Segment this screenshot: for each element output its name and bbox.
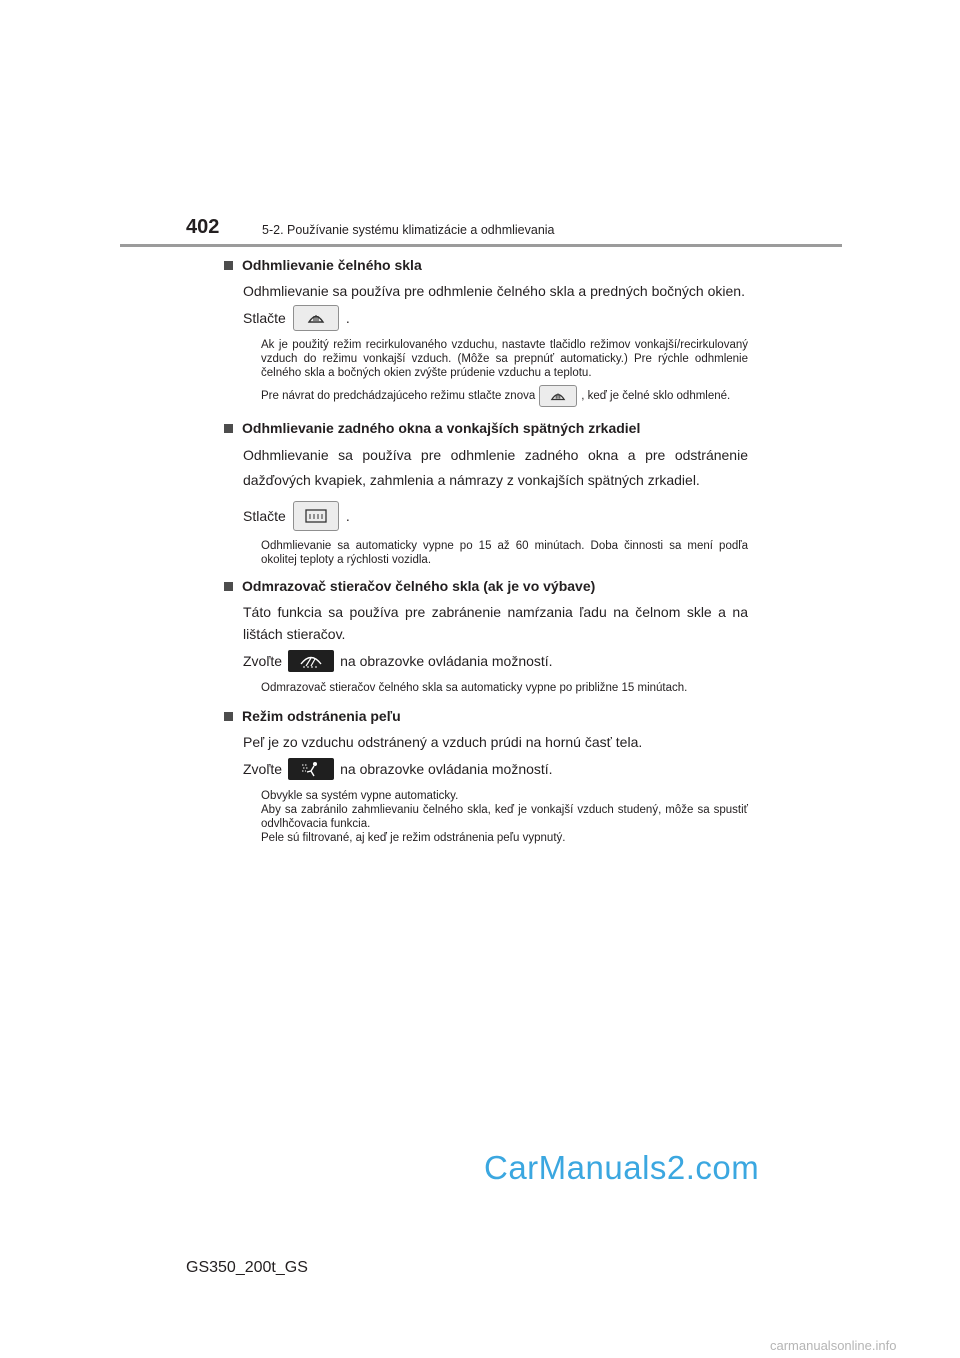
footer-model-code: GS350_200t_GS — [186, 1259, 308, 1276]
square-bullet-icon — [224, 424, 233, 433]
section-note: Odhmlievanie sa automaticky vypne po 15 až 60 minútach. Doba činnosti sa mení podľa okolitej teploty a rýchlosti vozidla. — [261, 540, 748, 566]
action-row — [243, 304, 748, 332]
wiper-deicer-icon — [288, 650, 334, 672]
section-note: Aby sa zabránilo zahmlievaniu čelného skla, keď je vonkajší vzduch studený, môže sa spustiť odvlhčovacia funkcia. — [261, 804, 748, 830]
section-note: Obvykle sa systém vypne automaticky. — [261, 790, 459, 802]
heading-text: Režim odstránenia peľu — [242, 708, 401, 724]
action-row — [243, 499, 748, 533]
heading-text: Odhmlievanie zadného okna a vonkajších spätných zrkadiel — [242, 420, 641, 436]
action-row — [243, 755, 748, 783]
rear-defogger-icon — [293, 501, 339, 531]
section-heading — [224, 575, 748, 597]
section-note-inline — [261, 385, 748, 407]
square-bullet-icon — [224, 712, 233, 721]
section-pollen-removal — [224, 705, 748, 845]
action-row — [243, 647, 748, 675]
section-paragraph: Odhmlievanie sa používa pre odhmlenie zadného okna a pre odstránenie dažďových kvapiek, zahmlenia a námrazy z vonkajších spätných zrkadiel. — [243, 447, 748, 488]
section-note: Pele sú filtrované, aj keď je režim odstránenia peľu vypnutý. — [261, 832, 566, 844]
section-paragraph: Peľ je zo vzduchu odstránený a vzduch prúdi na hornú časť tela. — [243, 734, 643, 750]
section-heading — [224, 254, 748, 276]
action-suffix: . — [345, 508, 350, 524]
section-heading — [224, 417, 748, 439]
section-paragraph: Táto funkcia sa používa pre zabránenie namŕzania ľadu na čelnom skle a na lištách stieračov. — [243, 604, 748, 642]
front-defroster-icon — [293, 305, 339, 331]
note-suffix: , keď je čelné sklo odhmlené. — [581, 390, 731, 402]
front-defroster-icon — [539, 385, 577, 407]
pollen-removal-icon — [288, 758, 334, 780]
section-front-defroster — [224, 254, 748, 407]
square-bullet-icon — [224, 261, 233, 270]
chapter-title: 5-2. Používanie systému klimatizácie a odhmlievania — [262, 223, 555, 237]
watermark-logo: CarManuals2.com — [484, 1149, 760, 1186]
action-prefix: Stlačte — [243, 310, 286, 326]
section-note: Ak je použitý režim recirkulovaného vzduchu, nastavte tlačidlo režimov vonkajší/recirkulovaný vzduch do režimu vonkajší vzduch. (Môže sa prepnúť automaticky.) Pre rýchle odhmlenie čelného skla a bočných okien zvýšte prúdenie vzduchu a teplotu. — [261, 339, 748, 379]
content — [224, 254, 748, 845]
action-suffix: na obrazovke ovládania možností. — [340, 761, 553, 777]
page-number: 402 — [186, 216, 220, 238]
action-suffix: . — [345, 310, 350, 326]
footer-site-watermark: carmanualsonline.info — [770, 1338, 897, 1353]
section-heading — [224, 705, 748, 727]
square-bullet-icon — [224, 582, 233, 591]
action-prefix: Zvoľte — [243, 761, 283, 777]
action-suffix: na obrazovke ovládania možností. — [340, 653, 553, 669]
heading-text: Odmrazovač stieračov čelného skla (ak je vo výbave) — [242, 578, 596, 594]
header-divider — [120, 244, 842, 247]
heading-text: Odhmlievanie čelného skla — [242, 257, 422, 273]
section-note: Odmrazovač stieračov čelného skla sa automaticky vypne po približne 15 minútach. — [261, 682, 688, 694]
section-wiper-deicer — [224, 575, 748, 695]
action-prefix: Stlačte — [243, 508, 286, 524]
note-prefix: Pre návrat do predchádzajúceho režimu stlačte znova — [261, 390, 536, 402]
action-prefix: Zvoľte — [243, 653, 283, 669]
section-paragraph: Odhmlievanie sa používa pre odhmlenie čelného skla a predných bočných okien. — [243, 283, 745, 299]
section-rear-defogger — [224, 417, 748, 567]
